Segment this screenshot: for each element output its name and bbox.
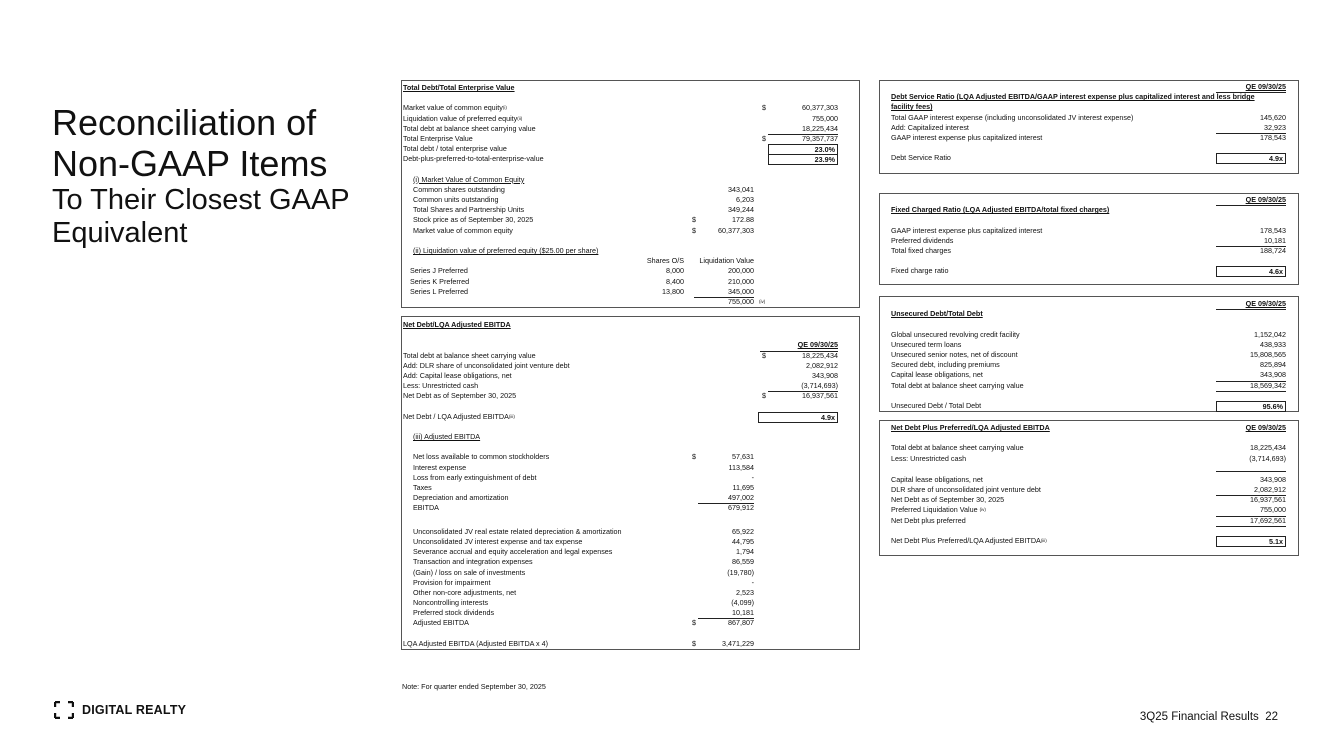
- ndpp2-sup: (iv): [979, 507, 986, 513]
- ndebt-row: [402, 371, 859, 381]
- ndpp-rows-2: [880, 475, 1298, 526]
- fcr-label: Preferred dividends: [891, 235, 954, 245]
- ndebt-title: Net Debt/LQA Adjusted EBITDA: [403, 320, 511, 329]
- footnote: Note: For quarter ended September 30, 2025: [402, 682, 546, 691]
- unsec-value: 343,908: [1216, 370, 1286, 381]
- ndpp-panel: [879, 420, 1299, 556]
- tev-value: 23.9%: [768, 154, 838, 165]
- ndebt-ratio-value: 4.9x: [758, 412, 838, 423]
- adj-label: Other non-core adjustments, net: [413, 587, 517, 597]
- ndebt-row: [402, 381, 859, 391]
- slide-title: [52, 102, 397, 250]
- logo-text: DIGITAL REALTY: [82, 703, 187, 717]
- mv-value: 349,244: [728, 205, 754, 215]
- dsr-title-2: facility fees): [891, 102, 933, 112]
- lv-col-shares: Shares O/S: [646, 256, 684, 266]
- ebitda-value: -: [751, 472, 754, 482]
- ndebt-label: Add: DLR share of unconsolidated joint venture debt: [403, 360, 570, 370]
- lqa-label: LQA Adjusted EBITDA (Adjusted EBITDA x 4): [403, 638, 549, 648]
- tev-currency: $: [762, 133, 766, 143]
- tev-row: [402, 114, 859, 124]
- ndpp2-row: [880, 505, 1298, 515]
- lv-row: [402, 287, 859, 297]
- dsr-title-1: Debt Service Ratio (LQA Adjusted EBITDA/GAAP interest expense plus capitalized interest and less bridge: [891, 92, 1255, 102]
- fcr-panel: [879, 193, 1299, 285]
- unsec-value: 15,808,565: [1250, 349, 1286, 359]
- unsec-header: QE 09/30/25: [1216, 299, 1286, 310]
- tev-sup: (i): [502, 105, 507, 111]
- lv-value: 200,000: [728, 266, 754, 276]
- lv-value: 210,000: [728, 276, 754, 286]
- unsec-row: [880, 330, 1298, 340]
- fcr-rows: [880, 226, 1298, 257]
- fcr-label: Total fixed charges: [891, 245, 951, 255]
- dsr-rows: [880, 113, 1298, 144]
- unsec-value: 1,152,042: [1254, 329, 1286, 339]
- fcr-ratio-value: 4.6x: [1216, 266, 1286, 277]
- adj-row: [402, 557, 859, 567]
- mv-row: [402, 215, 859, 225]
- ndpp2-label: Capital lease obligations, net: [891, 474, 983, 484]
- ndpp1-label: Total debt at balance sheet carrying value: [891, 443, 1024, 453]
- adj-row: [402, 527, 859, 537]
- unsec-label: Global unsecured revolving credit facility: [891, 329, 1020, 339]
- lv-shares: 13,800: [662, 286, 684, 296]
- ndpp1-row: [880, 454, 1298, 464]
- dsr-ratio-value: 4.9x: [1216, 153, 1286, 164]
- ebitda-value: 497,002: [698, 493, 754, 504]
- lv-row: [402, 277, 859, 287]
- tev-label: Market value of common equity$^{(i)}$: [403, 103, 507, 113]
- unsec-label: Unsecured term loans: [891, 339, 962, 349]
- dsr-value: 32,923: [1216, 123, 1286, 134]
- unsec-row: [880, 340, 1298, 350]
- adj-rows: [402, 527, 859, 629]
- dsr-label: Add: Capitalized interest: [891, 122, 969, 132]
- title-line-3: To Their Closest GAAP: [52, 184, 350, 216]
- ebitda-currency: $: [692, 452, 696, 462]
- fcr-header: QE 09/30/25: [1216, 195, 1286, 206]
- unsec-label: Capital lease obligations, net: [891, 370, 983, 380]
- tev-label: Debt-plus-preferred-to-total-enterprise-value: [403, 154, 544, 164]
- dsr-row: [880, 113, 1298, 123]
- title-line-4: Equivalent: [52, 217, 188, 249]
- dsr-value: 178,543: [1260, 132, 1286, 142]
- brackets-logo-icon: [54, 701, 74, 719]
- ndpp2-value: 755,000: [1216, 505, 1286, 516]
- adj-row: [402, 578, 859, 588]
- lv-label: Series J Preferred: [410, 266, 468, 276]
- ebitda-row: [402, 452, 859, 462]
- ndpp-divider: [1216, 470, 1286, 472]
- ndpp2-label: Net Debt plus preferred: [891, 515, 966, 525]
- mv-value: 60,377,303: [718, 225, 754, 235]
- ndebt-row: [402, 391, 859, 401]
- unsec-title: Unsecured Debt/Total Debt: [891, 309, 983, 319]
- unsec-rows: [880, 330, 1298, 391]
- ndebt-row: [402, 351, 859, 361]
- adj-value: 1,794: [736, 547, 754, 557]
- adj-label: Provision for impairment: [413, 577, 491, 587]
- tev-value: 755,000: [812, 113, 838, 123]
- dsr-header: QE 09/30/25: [1216, 82, 1286, 93]
- ndebt-label: Less: Unrestricted cash: [403, 381, 479, 391]
- lv-label: Series K Preferred: [410, 276, 470, 286]
- ndpp2-value: 2,082,912: [1216, 485, 1286, 496]
- fcr-row: [880, 236, 1298, 246]
- unsec-value: 18,569,342: [1216, 381, 1286, 392]
- fcr-row: [880, 226, 1298, 236]
- ndebt-rows: [402, 351, 859, 402]
- mv-row: [402, 185, 859, 195]
- unsec-label: Unsecured senior notes, net of discount: [891, 349, 1018, 359]
- unsec-ratio-label: Unsecured Debt / Total Debt: [891, 400, 982, 410]
- net-debt-panel: [401, 316, 860, 650]
- ndebt-label: Net Debt as of September 30, 2025: [403, 391, 517, 401]
- tev-row: [402, 154, 859, 164]
- mv-label: Stock price as of September 30, 2025: [413, 215, 534, 225]
- footer: [1140, 711, 1278, 723]
- lv-total-sup: (iv): [759, 298, 766, 304]
- adj-value: (19,780): [727, 567, 754, 577]
- tev-value: 23.0%: [768, 144, 838, 155]
- dsr-row: [880, 123, 1298, 133]
- ebitda-label: Interest expense: [413, 462, 467, 472]
- ebitda-value: 679,912: [728, 503, 754, 513]
- fcr-value: 188,724: [1260, 245, 1286, 255]
- ndebt-label: Add: Capital lease obligations, net: [403, 370, 512, 380]
- ndebt-currency: $: [762, 391, 766, 401]
- ndpp-rows-1: [880, 443, 1298, 463]
- dsr-label: GAAP interest expense plus capitalized interest: [891, 132, 1043, 142]
- adj-value: 2,523: [736, 587, 754, 597]
- dsr-row: [880, 133, 1298, 143]
- adj-row: [402, 608, 859, 618]
- ndebt-value: 2,082,912: [806, 360, 838, 370]
- ebitda-label: Depreciation and amortization: [413, 493, 509, 503]
- ebitda-row: [402, 473, 859, 483]
- mv-value: 172.88: [732, 215, 754, 225]
- unsec-label: Total debt at balance sheet carrying value: [891, 380, 1024, 390]
- lv-value: 345,000: [694, 287, 754, 298]
- ndebt-header: QE 09/30/25: [760, 340, 838, 351]
- mv-label: Total Shares and Partnership Units: [413, 205, 525, 215]
- ndpp2-label: DLR share of unconsolidated joint venture debt: [891, 484, 1041, 494]
- fcr-value: 10,181: [1216, 236, 1286, 247]
- adj-row: [402, 598, 859, 608]
- adj-row: [402, 537, 859, 547]
- ndpp1-value: (3,714,693): [1249, 453, 1286, 463]
- adj-label: Unconsolidated JV real estate related depreciation & amortization: [413, 526, 622, 536]
- footer-text: 3Q25 Financial Results: [1139, 711, 1259, 723]
- adj-value: 867,807: [728, 618, 754, 628]
- ndebt-label: Total debt at balance sheet carrying value: [403, 350, 536, 360]
- ndpp-title: Net Debt Plus Preferred/LQA Adjusted EBITDA: [891, 423, 1050, 432]
- adj-label: (Gain) / loss on sale of investments: [413, 567, 526, 577]
- ndebt-ratio-label: [403, 412, 515, 422]
- ndpp1-label: Less: Unrestricted cash: [891, 453, 967, 463]
- fcr-label: GAAP interest expense plus capitalized interest: [891, 225, 1043, 235]
- unsec-label: Secured debt, including premiums: [891, 360, 1000, 370]
- adj-value: 10,181: [698, 608, 754, 619]
- ndebt-ratio-sup: (iii): [508, 413, 515, 419]
- fcr-row: [880, 246, 1298, 256]
- ndebt-value: 343,908: [812, 370, 838, 380]
- ebitda-label: Loss from early extinguishment of debt: [413, 472, 537, 482]
- lv-total: 755,000: [728, 296, 754, 306]
- ebitda-row: [402, 503, 859, 513]
- unsec-value: 825,894: [1260, 360, 1286, 370]
- tev-label: Total debt at balance sheet carrying value: [403, 123, 536, 133]
- unsec-row: [880, 350, 1298, 360]
- mv-currency: $: [692, 215, 696, 225]
- unsec-row: [880, 360, 1298, 370]
- ebitda-value: 113,584: [728, 462, 754, 472]
- mv-label: Market value of common equity: [413, 225, 513, 235]
- tev-sup: (ii): [517, 115, 523, 121]
- dsr-value: 145,620: [1260, 112, 1286, 122]
- adj-row: [402, 618, 859, 628]
- adj-currency: $: [692, 618, 696, 628]
- adj-value: 44,795: [732, 536, 754, 546]
- adj-label: Transaction and integration expenses: [413, 557, 533, 567]
- mv-value: 343,041: [728, 184, 754, 194]
- mv-label: Common shares outstanding: [413, 184, 505, 194]
- tev-value: 18,225,434: [768, 124, 838, 135]
- tev-panel: [401, 80, 860, 308]
- adj-label: Unconsolidated JV interest expense and tax expense: [413, 536, 583, 546]
- tev-value: 60,377,303: [802, 103, 838, 113]
- ndebt-row: [402, 361, 859, 371]
- lv-shares: 8,000: [666, 266, 684, 276]
- ndpp2-row: [880, 485, 1298, 495]
- ndpp-ratio-sup: (iii): [1040, 537, 1047, 543]
- lv-title: (ii) Liquidation value of preferred equity ($25.00 per share): [413, 246, 599, 255]
- tev-value: 79,357,737: [768, 134, 838, 145]
- unsec-ratio-value: 95.6%: [1216, 401, 1286, 412]
- dsr-ratio-label: Debt Service Ratio: [891, 153, 951, 163]
- tev-row: [402, 103, 859, 113]
- ndpp-ratio-value: 5.1x: [1216, 536, 1286, 547]
- ndebt-value: 18,225,434: [802, 350, 838, 360]
- dsr-panel: [879, 80, 1299, 174]
- fcr-value: 178,543: [1260, 225, 1286, 235]
- mv-label: Common units outstanding: [413, 195, 499, 205]
- mv-currency: $: [692, 225, 696, 235]
- lv-shares: 8,400: [666, 276, 684, 286]
- ndebt-value: 16,937,561: [802, 391, 838, 401]
- ndpp2-label: Preferred Liquidation Value $^{(iv)}$: [891, 505, 986, 515]
- lqa-cur: $: [692, 638, 696, 648]
- tev-title: Total Debt/Total Enterprise Value: [403, 83, 515, 92]
- tev-label: Liquidation value of preferred equity$^{(ii)}$: [403, 113, 523, 123]
- title-line-1: Reconciliation of: [52, 102, 317, 143]
- adj-label: Adjusted EBITDA: [413, 618, 469, 628]
- ebitda-label: Taxes: [413, 483, 432, 492]
- dsr-label: Total GAAP interest expense (including unconsolidated JV interest expense): [891, 112, 1134, 122]
- ndpp2-value: 17,692,561: [1216, 516, 1286, 527]
- mv-value: 6,203: [736, 195, 754, 205]
- unsec-value: 438,933: [1260, 339, 1286, 349]
- mv-rows: [402, 185, 859, 236]
- adj-label: Noncontrolling interests: [413, 598, 489, 608]
- ebitda-title: (iii) Adjusted EBITDA: [413, 432, 481, 442]
- ndpp2-label: Net Debt as of September 30, 2025: [891, 495, 1005, 505]
- adj-row: [402, 568, 859, 578]
- unsec-row: [880, 370, 1298, 380]
- unsec-row: [880, 381, 1298, 391]
- mv-title: (i) Market Value of Common Equity: [413, 174, 525, 184]
- ndpp-ratio-label: [891, 536, 1047, 546]
- ebitda-row: [402, 483, 859, 493]
- ebitda-label: EBITDA: [413, 503, 439, 513]
- ebitda-row: [402, 493, 859, 503]
- ndpp2-row: [880, 495, 1298, 505]
- ndpp2-row: [880, 475, 1298, 485]
- unsec-panel: [879, 296, 1299, 412]
- tev-row: [402, 144, 859, 154]
- lv-row: [402, 266, 859, 276]
- adj-label: Severance accrual and equity acceleration and legal expenses: [413, 547, 613, 557]
- ndpp-header: QE 09/30/25: [1245, 423, 1286, 432]
- ebitda-value: 57,631: [732, 452, 754, 462]
- lv-rows: [402, 266, 859, 297]
- ndpp2-value: 16,937,561: [1250, 495, 1286, 505]
- page-number: 22: [1265, 711, 1278, 723]
- tev-label: Total debt / total enterprise value: [403, 144, 507, 154]
- tev-row: [402, 134, 859, 144]
- lv-col-liq: Liquidation Value: [699, 256, 754, 266]
- ndpp1-value: 18,225,434: [1250, 443, 1286, 453]
- adj-value: 65,922: [732, 526, 754, 536]
- ndpp1-row: [880, 443, 1298, 453]
- adj-value: (4,099): [731, 598, 754, 608]
- ndebt-currency: $: [762, 350, 766, 360]
- tev-row: [402, 124, 859, 134]
- ndebt-ratio-text: Net Debt / LQA Adjusted EBITDA: [403, 411, 509, 421]
- tev-rows: [402, 103, 859, 164]
- lqa-value: 3,471,229: [722, 638, 754, 648]
- adj-row: [402, 588, 859, 598]
- adj-row: [402, 547, 859, 557]
- ebitda-value: 11,695: [732, 483, 754, 492]
- ebitda-rows: [402, 452, 859, 513]
- adj-value: -: [751, 577, 754, 587]
- ndpp-ratio-text: Net Debt Plus Preferred/LQA Adjusted EBITDA: [891, 535, 1041, 545]
- mv-row: [402, 205, 859, 215]
- fcr-ratio-label: Fixed charge ratio: [891, 266, 949, 276]
- tev-label: Total Enterprise Value: [403, 133, 473, 143]
- adj-value: 86,559: [732, 557, 754, 567]
- tev-currency: $: [762, 103, 766, 113]
- adj-label: Preferred stock dividends: [413, 608, 495, 618]
- digital-realty-logo: [54, 701, 186, 719]
- fcr-title: Fixed Charged Ratio (LQA Adjusted EBITDA/total fixed charges): [891, 205, 1110, 215]
- ndpp2-row: [880, 516, 1298, 526]
- lv-label: Series L Preferred: [410, 286, 469, 296]
- ndpp2-value: 343,908: [1260, 474, 1286, 484]
- ebitda-row: [402, 463, 859, 473]
- ndebt-value: (3,714,693): [768, 381, 838, 392]
- title-line-2: Non-GAAP Items: [52, 143, 328, 184]
- mv-row: [402, 226, 859, 236]
- ebitda-label: Net loss available to common stockholders: [413, 452, 550, 462]
- mv-row: [402, 195, 859, 205]
